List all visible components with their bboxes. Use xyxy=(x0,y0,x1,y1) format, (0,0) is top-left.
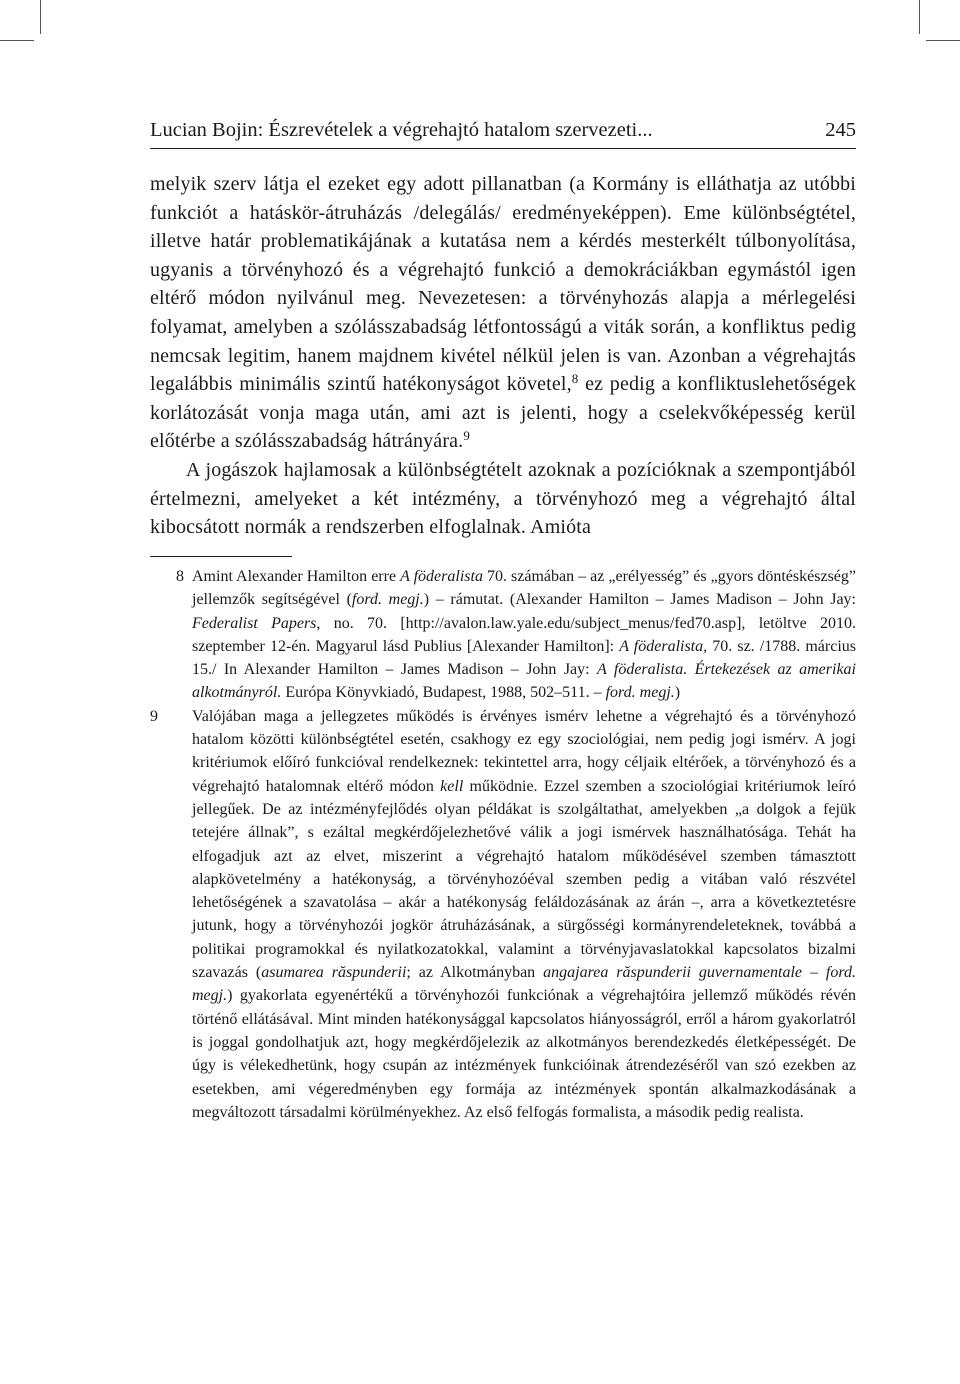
fn8-text-2: 70. számában – az „erélyesség” és „gyors döntéskészség” jellemzők segítségével ( xyxy=(192,568,856,609)
footnote-text xyxy=(192,705,856,1124)
fn8-text-3: ) – rámutat. (Alexander Hamilton – James Madison – John Jay: xyxy=(423,591,856,609)
fn8-italic-1: A föderalista xyxy=(400,568,483,585)
footnote-number: 8 xyxy=(176,568,184,585)
fn8-italic-6: ford. megj. xyxy=(605,684,675,702)
fn9-italic-3: angajarea răspunderii guvernamentale – ford. megj. xyxy=(192,964,857,1005)
fn8-text-7: ) xyxy=(674,684,681,702)
fn9-text-3: ; az Alkotmányban xyxy=(406,964,544,982)
crop-mark-top-right xyxy=(919,0,920,34)
footnote-ref-8[interactable]: 8 xyxy=(571,371,579,387)
crop-mark-top-left xyxy=(40,0,41,34)
fn8-italic-3: Federalist Papers xyxy=(192,614,317,632)
footnote-number: 9 xyxy=(150,707,158,725)
footnotes xyxy=(150,565,856,1124)
paragraph-1 xyxy=(150,170,856,456)
running-header xyxy=(150,116,856,149)
main-text xyxy=(150,170,856,542)
footnote-ref-9[interactable]: 9 xyxy=(463,428,470,444)
fn9-italic-2: asumarea răspunderii xyxy=(261,964,407,982)
page-number: 245 xyxy=(825,119,856,141)
fn9-text-4: ) gyakorlata egyenértékű a törvényhozói funkciónak a végrehajtóira jellemző működés révén történő ellátásával. Mint minden hatékonysággal kapcsolatos hiányosságról, erről a három gyakorlatról is joggal gondolhatjuk azt, hogy megkérdőjelezik az alkotmányos berendezkedés életképességét. De úgy is vélekedhetünk, hogy csupán az intézmények funkcióinak átrendezéséről van szó ezekben az esetekben, ami végeredményben egy formája az intézmények spontán alkalmazkodásának a megváltozott társadalmi körülményekhez. Az első felfogás formalista, a második pedig realista. xyxy=(192,987,856,1121)
crop-mark-right-top xyxy=(926,40,960,41)
fn8-italic-2: ford. megj. xyxy=(351,591,424,609)
fn9-text-1: Valójában maga a jellegzetes működés is érvényes ismérv lehetne a végrehajtó és a törvényhozó hatalom közötti különbségtétel esetén, csakhogy ez egy szociológiai, nem pedig jogi ismérv. A jogi kritériumok előíró funkcióval rendelkeznek: tekintettel arra, hogy céljaik eltérőek, a törvényhozó és a végrehajtó hatalomnak eltérő módon xyxy=(192,707,856,795)
running-title: Lucian Bojin: Észrevételek a végrehajtó hatalom szervezeti... xyxy=(150,119,653,141)
fn9-text-2: működnie. Ezzel szemben a szociológiai kritériumok leíró jellegűek. De az intézményfejlődés olyan példákat is szolgáltathat, amelyekben „a dolgok a fejük tetejére állnak”, s ezáltal megkérdőjelezhetővé válik a jogi ismérvek használhatósága. Tehát ha elfogadjuk azt az elvet, miszerint a végrehajtó hatalom működésével szemben támasztott alapkövetelmény a hatékonyság, a törvényhozóéval szemben pedig a vitában való részvétel lehetőségének a szavatolása – akár a hatékonyság feláldozásának az árán –, arra a következtetésre jutunk, hogy a törvényhozói jogkör átruházásának, a sürgősségi kormányrendeleteknek, továbbá a politikai programokkal és nyilatkozatokkal, valamint a törvényjavaslatokkal kapcsolatos bizalmi szavazás ( xyxy=(192,777,857,982)
fn9-italic-1: kell xyxy=(440,777,464,795)
fn8-text-5: 70. sz. /1788. március 15./ In Alexander Hamilton – James Madison – John Jay: xyxy=(192,637,856,679)
fn8-text-4: , no. 70. [http://avalon.law.yale.edu/subject_menus/fed70.asp], letöltve 2010. szeptember 12-én. Magyarul lásd Publius [Alexander Hamilton]: xyxy=(192,614,856,655)
footnote-9 xyxy=(150,705,856,1124)
footnote-8 xyxy=(150,565,856,705)
fn8-text-6: Európa Könyvkiadó, Budapest, 1988, 502–511. – xyxy=(281,684,606,702)
paragraph-1-part-a: melyik szerv látja el ezeket egy adott pillanatban (a Kormány is elláthatja az utóbbi funkciót a hatáskör-átruházás /delegálás/ eredményeképpen). Eme különbségtétel, illetve határ problematikájának a kutatása nem a kérdés mesterkélt túlbonyolítása, ugyanis a törvényhozó és a végrehajtó funkció a demokráciákban egymástól igen eltérő módon nyilvánul meg. Nevezetesen: a törvényhozás alapja a mérlegelési folyamat, amelyben a szólásszabadság létfontosságú a viták során, a konfliktus pedig nemcsak legitim, hanem majdnem kivétel nélkül jelen is van. Azonban a végrehajtás legalábbis minimális szintű hatékonyságot követel, xyxy=(150,173,856,396)
fn8-text-1: Amint Alexander Hamilton erre xyxy=(192,568,401,585)
crop-mark-left-top xyxy=(0,40,34,41)
fn8-italic-5: A föderalista. Értekezések az amerikai alkotmányról. xyxy=(192,661,857,702)
paragraph-2: A jogászok hajlamosak a különbségtételt azoknak a pozícióknak a szempontjából értelmezni, amelyeket a két intézmény, a törvényhozó meg a végrehajtó által kibocsátott normák a rendszerben elfoglalnak. Amióta xyxy=(150,458,856,539)
paragraph-1-part-b: ez pedig a konfliktuslehetőségek korlátozását vonja maga után, ami azt is jelenti, hogy a cselekvőképesség kerül előtérbe a szólásszabadság hátrányára. xyxy=(150,373,856,453)
fn8-italic-4: A föderalista, xyxy=(619,637,708,655)
footnote-text xyxy=(192,565,856,705)
footnote-separator xyxy=(150,556,292,557)
